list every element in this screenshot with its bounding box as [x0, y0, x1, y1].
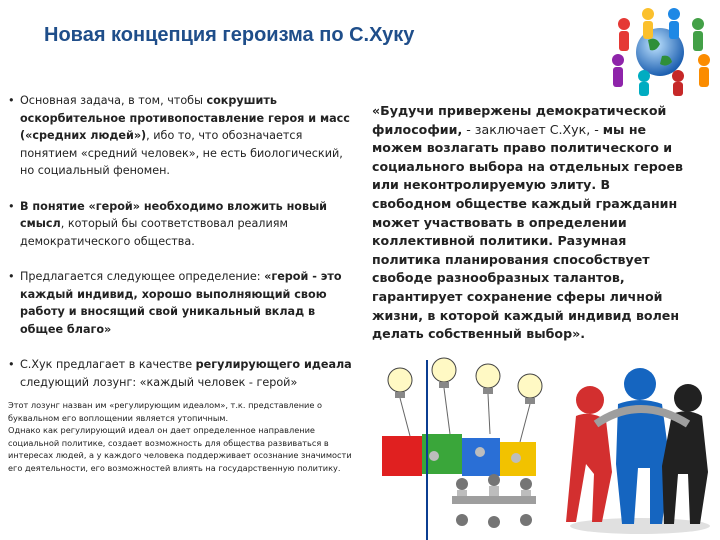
bullet-list — [8, 92, 356, 474]
bullet-bold-text: сокрушить оскорбительное противопоставление героя и масс («средних людей») — [20, 94, 350, 142]
vertical-divider — [426, 360, 428, 540]
bullet-text: следующий лозунг: «каждый человек - герой» — [20, 375, 298, 389]
meeting-table-illustration — [432, 470, 556, 536]
slide-title: Новая концепция героизма по С.Хуку — [44, 24, 415, 46]
bullet-item — [8, 198, 356, 251]
quote-attribution: - заключает С.Хук, - — [462, 121, 603, 137]
bullet-text: Предлагается следующее определение: — [20, 270, 265, 283]
bullet-bold-text: «герой - это каждый индивид, хорошо выполняющий свою работу и вносящий свой уникальный вклад в общее благо» — [20, 270, 342, 336]
bullet-text: Основная задача, в том, чтобы — [20, 94, 207, 107]
bullet-item — [8, 356, 356, 391]
footnote: Этот лозунг назван им «регулирующим идеалом», т.к. представление о буквальном его воплощении является утопичным. — [8, 400, 323, 423]
bullet-item — [8, 268, 356, 338]
bullet-marker: • — [8, 94, 15, 107]
bullet-text: С.Хук предлагает в качестве — [20, 358, 196, 371]
bullet-text: , который бы соответствовал реалиям демократического общества. — [20, 217, 288, 248]
bullet-marker: • — [8, 358, 15, 371]
team-huddle-illustration — [556, 354, 718, 538]
people-around-globe-illustration — [604, 4, 716, 96]
puzzle-piece-green-icon — [422, 434, 462, 474]
bullet-marker: • — [8, 199, 15, 213]
bullet-text: , ибо то, что обозначается понятием «средний человек», не есть биологический, но социальный феномен. — [20, 129, 343, 177]
bullet-item — [8, 92, 356, 180]
footnote: Однако как регулирующий идеал он дает определенное направление социальной политике, создает возможность для общества развиваться в интересах людей, а у каждого человека поддерживает осознание значимости его деятельности, его возможностей влиять на государственную политику. — [8, 425, 352, 473]
bullet-bold-text: регулирующего идеала — [195, 358, 352, 371]
hook-quote — [372, 102, 690, 344]
bullet-marker: • — [8, 270, 15, 283]
quote-text: мы не можем возлагать право политического и социального выбора на отдельных героев или неконтролируемую элиту. В свободном обществе каждый гражданин может участвовать в определении коллективной политики. Разумная политика планирования способствует свободе разнообразных талантов, гарантирует сохранение сферы личной жизни, в которой каждый индивид волен делать собственный выбор». — [372, 121, 683, 342]
quote-text: «Будучи привержены демократической философии, — [372, 103, 667, 137]
puzzle-piece-red-icon — [382, 436, 428, 476]
bullet-bold-text: В понятие «герой» необходимо вложить новый смысл — [20, 199, 328, 230]
